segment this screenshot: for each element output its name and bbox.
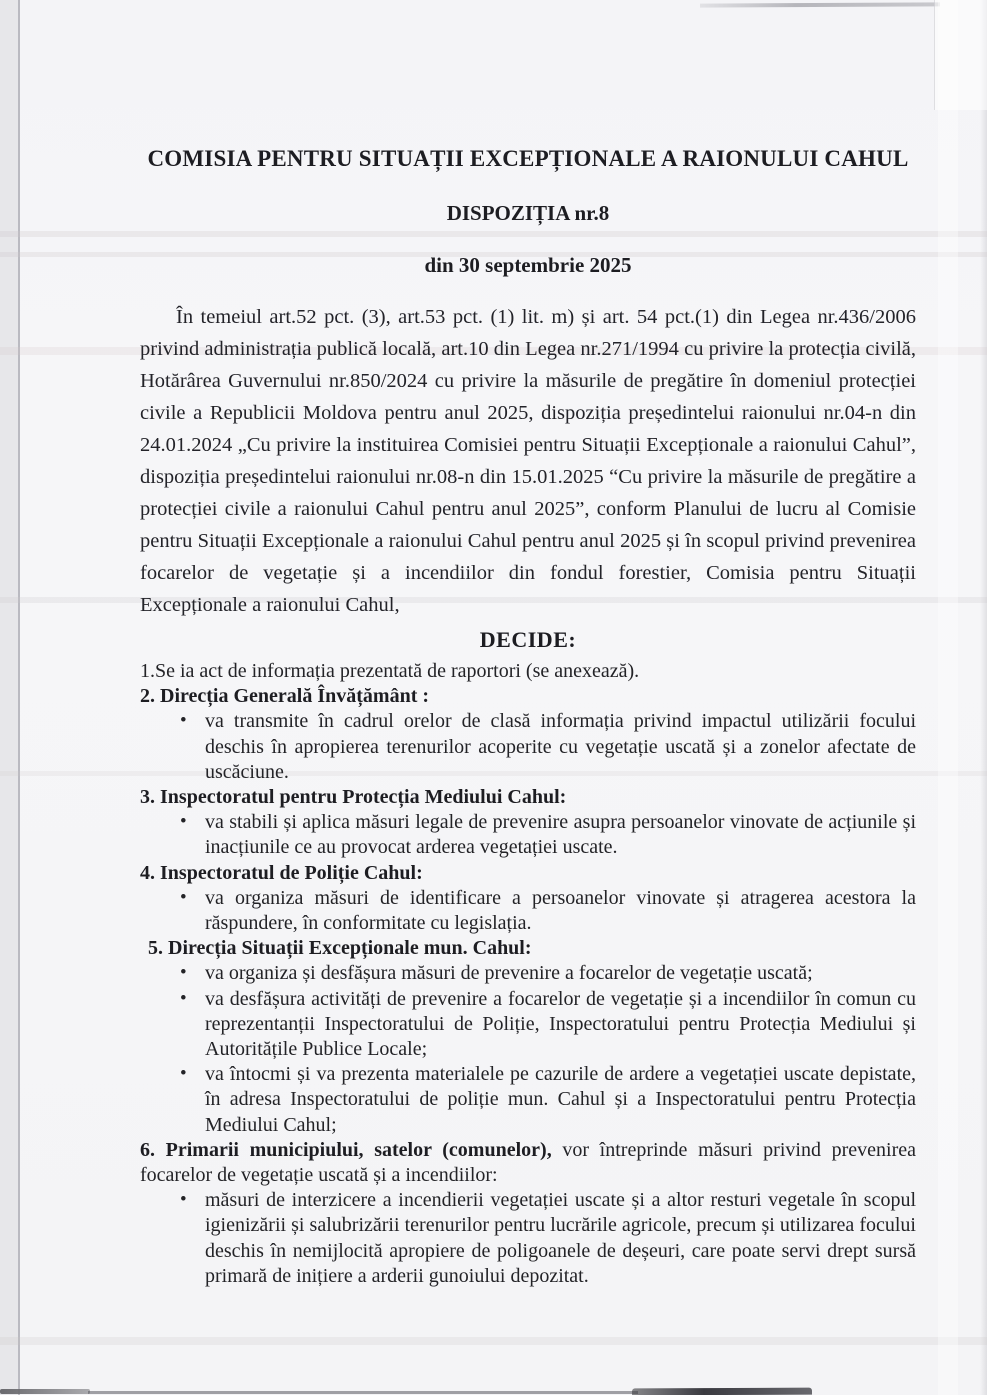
bullet-text: va întocmi și va prezenta materialele pe cazurile de ardere a vegetației uscate depistate, în adresa Inspectoratului de poliție mun. Cahul și a Inspectoratului pentru Protecția Mediului Cahul;: [205, 1063, 916, 1136]
bullet-text: măsuri de interzicere a incendierii vegetației uscate și a altor resturi vegetale în scopul igienizării și salubrizării terenurilor pentru lucrările agricole, precum și utilizarea focului deschis în nemijlocită apropiere de poligoanele de deșeuri, care poate servi drept sursă primară de inițiere a arderii gunoiului depozitat.: [205, 1189, 916, 1287]
decision-item-6-heading: [140, 1138, 916, 1188]
decision-item-6-bold: 6. Primarii municipiului, satelor (comunelor),: [140, 1138, 552, 1161]
decision-item-1: 1.Se ia act de informația prezentată de raportori (se anexează).: [140, 660, 640, 682]
bullet-item: [140, 1188, 916, 1289]
bullet-icon: •: [180, 1063, 187, 1085]
bullet-text: va desfășura activități de prevenire a focarelor de vegetație și a incendiilor în comun cu reprezentanții Inspectoratului de Poliție, Inspectoratului pentru Protecția Mediului și Autoritățile Publice Locale;: [205, 987, 916, 1061]
document-date: din 30 septembrie 2025: [424, 253, 632, 277]
scan-artifact-bottom-edge: [632, 1388, 812, 1395]
decision-item-2-heading: 2. Direcția Generală Învățământ :: [140, 685, 430, 708]
bullet-icon: •: [180, 710, 187, 732]
bullet-item: [140, 709, 916, 785]
document-content: [140, 146, 916, 1289]
decision-item-3-heading: 3. Inspectoratul pentru Protecția Mediului Cahul:: [140, 786, 567, 809]
bullet-icon: •: [180, 987, 187, 1009]
bullet-text: va stabili și aplica măsuri legale de prevenire asupra persoanelor vinovate de acțiunile și inacțiunile ce au provocat arderea vegetației uscate.: [205, 811, 916, 859]
bullet-item: [140, 987, 916, 1063]
preamble-paragraph: În temeiul art.52 pct. (3), art.53 pct. (1) lit. m) și art. 54 pct.(1) din Legea nr.436/2006 privind administrația publică locală, art.10 din Legea nr.271/1994 cu privire la protecția civilă, Hotărârea Guvernului nr.850/2024 cu privire la măsurile de pregătire în domeniul protecției civile a Republicii Moldova pentru anul 2025, dispoziția președintelui raionului nr.04-n din 24.01.2024 „Cu privire la instituirea Comisiei pentru Situații Excepționale a raionului Cahul”, dispoziția președintelui raionului nr.08-n din 15.01.2025 “Cu privire la măsurile de pregătire a protecției civile a raionului Cahul pentru anul 2025”, conform Planului de lucru al Comisie pentru Situații Excepționale a raionului Cahul pentru anul 2025 și în scopul privind prevenirea focarelor de vegetație și a incendiilor din fondul forestier, Comisia pentru Situații Excepționale a raionului Cahul,: [140, 306, 916, 616]
decision-item-4-bullets: [140, 886, 916, 936]
decide-heading: DECIDE:: [479, 627, 577, 652]
decision-item-6-rest: vor întreprinde măsuri privind prevenirea focarelor de vegetație uscată și a incendiilor:: [140, 1138, 917, 1187]
decision-item-6-bullets: [140, 1188, 916, 1289]
scan-artifact-top-line: [700, 2, 940, 7]
scan-artifact-bottom-edge: [0, 1389, 90, 1394]
decision-item-5-heading: 5. Direcția Situații Excepționale mun. Cahul:: [148, 937, 532, 960]
decision-item-5-bullets: [140, 961, 916, 1137]
bullet-icon: •: [180, 1189, 187, 1211]
decision-item-4-heading: 4. Inspectoratul de Poliție Cahul:: [140, 861, 423, 884]
scan-fold-line: [938, 0, 958, 1395]
bullet-icon: •: [180, 811, 187, 833]
bullet-icon: •: [180, 962, 187, 984]
decision-item-2-bullets: [140, 709, 916, 785]
decision-list: [140, 659, 916, 1289]
bullet-item: [140, 1062, 916, 1138]
scan-streak: [0, 1337, 987, 1345]
bullet-icon: •: [180, 886, 187, 908]
scan-artifact-bottom-edge: [88, 1391, 638, 1394]
bullet-text: va organiza și desfășura măsuri de prevenire a focarelor de vegetație uscată;: [205, 962, 813, 985]
bullet-item: [140, 810, 916, 860]
bullet-item: [140, 961, 916, 986]
document-title: COMISIA PENTRU SITUAȚII EXCEPȚIONALE A RAIONULUI CAHUL: [147, 146, 909, 171]
decision-item-3-bullets: [140, 810, 916, 860]
bullet-item: [140, 886, 916, 936]
bullet-text: va transmite în cadrul orelor de clasă informația privind impactul utilizării focului deschis în apropierea terenurilor acoperite cu vegetație uscată și a zonelor afectate de uscăciune.: [205, 710, 916, 783]
paper-right-edge-shadow: [980, 0, 987, 1395]
document-number: DISPOZIȚIA nr.8: [446, 201, 610, 225]
paper-left-edge-shadow: [0, 0, 20, 1395]
bullet-text: va organiza măsuri de identificare a persoanelor vinovate și atragerea acestora la răspundere, în conformitate cu legislația.: [205, 886, 916, 935]
